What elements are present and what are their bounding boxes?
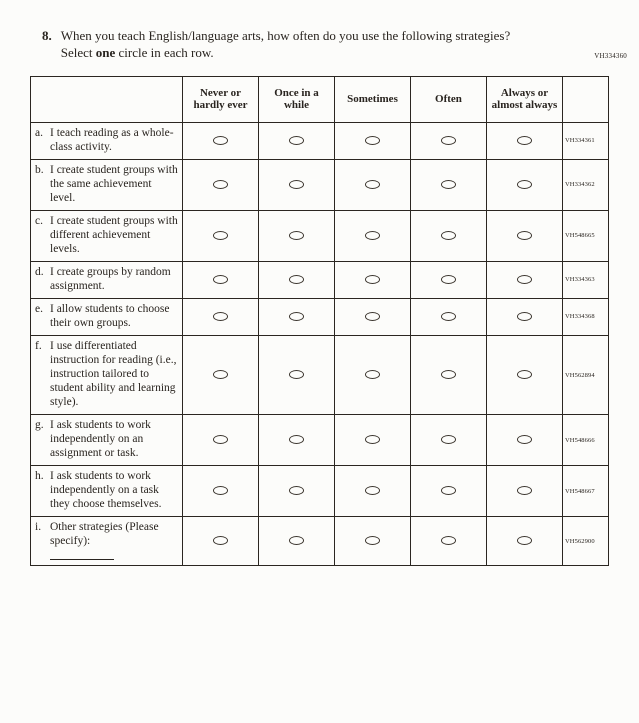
row-letter: c. [35, 214, 43, 227]
question-block [42, 28, 512, 62]
answer-bubble-icon[interactable] [441, 435, 456, 444]
answer-bubble-icon[interactable] [365, 136, 380, 145]
row-code: VH548667 [563, 466, 609, 517]
row-text: Other strategies (Please specify): [50, 521, 159, 548]
answer-cell-never[interactable] [183, 210, 259, 261]
answer-bubble-icon[interactable] [441, 180, 456, 189]
answer-bubble-icon[interactable] [441, 136, 456, 145]
row-statement [31, 298, 183, 335]
answer-bubble-icon[interactable] [441, 486, 456, 495]
header-once-in-a-while: Once in a while [259, 76, 335, 122]
answer-cell-sometimes[interactable] [335, 298, 411, 335]
answer-cell-often[interactable] [411, 261, 487, 298]
answer-cell-sometimes[interactable] [335, 261, 411, 298]
row-letter: h. [35, 470, 44, 483]
answer-bubble-icon[interactable] [517, 370, 532, 379]
row-code: VH548665 [563, 210, 609, 261]
answer-cell-never[interactable] [183, 159, 259, 210]
answer-bubble-icon[interactable] [365, 231, 380, 240]
answer-bubble-icon[interactable] [517, 312, 532, 321]
answer-cell-never[interactable] [183, 517, 259, 566]
row-code: VH334362 [563, 159, 609, 210]
header-often: Often [411, 76, 487, 122]
row-code: VH334363 [563, 261, 609, 298]
answer-cell-once[interactable] [259, 415, 335, 466]
answer-cell-always[interactable] [487, 298, 563, 335]
answer-cell-always[interactable] [487, 122, 563, 159]
answer-cell-often[interactable] [411, 210, 487, 261]
answer-cell-always[interactable] [487, 466, 563, 517]
answer-bubble-icon[interactable] [213, 486, 228, 495]
row-statement [31, 122, 183, 159]
answer-bubble-icon[interactable] [289, 486, 304, 495]
answer-bubble-icon[interactable] [213, 180, 228, 189]
answer-cell-never[interactable] [183, 466, 259, 517]
answer-bubble-icon[interactable] [365, 435, 380, 444]
answer-cell-never[interactable] [183, 261, 259, 298]
table-row-a [31, 122, 609, 159]
answer-bubble-icon[interactable] [213, 275, 228, 284]
row-code: VH334368 [563, 298, 609, 335]
row-letter: f. [35, 339, 42, 352]
answer-bubble-icon[interactable] [213, 136, 228, 145]
row-letter: e. [35, 302, 43, 315]
answer-cell-never[interactable] [183, 122, 259, 159]
row-text: I ask students to work independently on a task they choose themselves. [50, 470, 162, 511]
row-letter: d. [35, 265, 44, 278]
question-bold-word: one [95, 44, 116, 60]
answer-cell-always[interactable] [487, 210, 563, 261]
header-code-cell [563, 76, 609, 122]
table-row-h [31, 466, 609, 517]
table-row-b [31, 159, 609, 210]
answer-cell-sometimes[interactable] [335, 122, 411, 159]
row-letter: b. [35, 163, 44, 176]
row-letter: i. [35, 521, 42, 534]
row-text: I ask students to work independently on an assignment or task. [50, 419, 151, 460]
header-sometimes: Sometimes [335, 76, 411, 122]
answer-cell-once[interactable] [259, 298, 335, 335]
row-statement [31, 466, 183, 517]
answer-bubble-icon[interactable] [289, 231, 304, 240]
answer-bubble-icon[interactable] [289, 180, 304, 189]
row-code: VH548666 [563, 415, 609, 466]
header-stub-cell [31, 76, 183, 122]
answer-bubble-icon[interactable] [365, 275, 380, 284]
answer-bubble-icon[interactable] [213, 312, 228, 321]
survey-table [30, 76, 609, 566]
answer-bubble-icon[interactable] [441, 370, 456, 379]
row-statement [31, 210, 183, 261]
answer-cell-always[interactable] [487, 517, 563, 566]
answer-cell-often[interactable] [411, 517, 487, 566]
row-statement [31, 261, 183, 298]
answer-cell-never[interactable] [183, 298, 259, 335]
answer-cell-sometimes[interactable] [335, 335, 411, 414]
answer-cell-once[interactable] [259, 122, 335, 159]
answer-bubble-icon[interactable] [289, 312, 304, 321]
answer-bubble-icon[interactable] [365, 370, 380, 379]
row-statement [31, 335, 183, 414]
table-row-i [31, 517, 609, 566]
question-text-part2: circle in each row. [115, 44, 214, 60]
answer-bubble-icon[interactable] [517, 231, 532, 240]
answer-bubble-icon[interactable] [517, 136, 532, 145]
answer-bubble-icon[interactable] [213, 536, 228, 545]
answer-cell-never[interactable] [183, 335, 259, 414]
row-statement [31, 159, 183, 210]
answer-cell-never[interactable] [183, 415, 259, 466]
row-code: VH334361 [563, 122, 609, 159]
row-text: I create student groups with different achievement levels. [50, 214, 178, 255]
row-code: VH562894 [563, 335, 609, 414]
answer-bubble-icon[interactable] [289, 136, 304, 145]
answer-cell-sometimes[interactable] [335, 159, 411, 210]
row-letter: g. [35, 419, 44, 432]
answer-cell-always[interactable] [487, 335, 563, 414]
answer-bubble-icon[interactable] [441, 312, 456, 321]
answer-cell-sometimes[interactable] [335, 210, 411, 261]
answer-cell-sometimes[interactable] [335, 517, 411, 566]
answer-cell-always[interactable] [487, 159, 563, 210]
answer-bubble-icon[interactable] [441, 536, 456, 545]
answer-bubble-icon[interactable] [365, 312, 380, 321]
answer-cell-often[interactable] [411, 159, 487, 210]
answer-cell-always[interactable] [487, 261, 563, 298]
answer-bubble-icon[interactable] [517, 275, 532, 284]
answer-bubble-icon[interactable] [289, 275, 304, 284]
answer-cell-once[interactable] [259, 210, 335, 261]
answer-cell-sometimes[interactable] [335, 415, 411, 466]
answer-bubble-icon[interactable] [289, 536, 304, 545]
answer-bubble-icon[interactable] [289, 435, 304, 444]
question-text [61, 28, 512, 62]
answer-cell-often[interactable] [411, 466, 487, 517]
table-row-f [31, 335, 609, 414]
answer-bubble-icon[interactable] [517, 180, 532, 189]
header-never: Never or hardly ever [183, 76, 259, 122]
answer-cell-often[interactable] [411, 298, 487, 335]
answer-bubble-icon[interactable] [441, 275, 456, 284]
answer-cell-once[interactable] [259, 466, 335, 517]
form-code-top: VH334360 [594, 52, 627, 60]
question-number: 8. [42, 28, 52, 43]
row-letter: a. [35, 126, 43, 139]
row-statement [31, 517, 183, 566]
row-text: I create groups by random assignment. [50, 265, 171, 292]
answer-bubble-icon[interactable] [213, 435, 228, 444]
row-text: I teach reading as a whole-class activity. [50, 126, 174, 153]
row-text: I use differentiated instruction for reading (i.e., instruction tailored to student ability and learning style). [50, 339, 177, 409]
answer-cell-always[interactable] [487, 415, 563, 466]
answer-bubble-icon[interactable] [441, 231, 456, 240]
answer-cell-often[interactable] [411, 122, 487, 159]
answer-cell-once[interactable] [259, 517, 335, 566]
answer-cell-often[interactable] [411, 335, 487, 414]
header-always: Always or almost always [487, 76, 563, 122]
table-row-d [31, 261, 609, 298]
answer-cell-sometimes[interactable] [335, 466, 411, 517]
table-row-e [31, 298, 609, 335]
row-code: VH562900 [563, 517, 609, 566]
answer-bubble-icon[interactable] [213, 370, 228, 379]
answer-bubble-icon[interactable] [213, 231, 228, 240]
answer-bubble-icon[interactable] [365, 486, 380, 495]
answer-cell-once[interactable] [259, 159, 335, 210]
table-row-g [31, 415, 609, 466]
answer-bubble-icon[interactable] [517, 536, 532, 545]
answer-cell-once[interactable] [259, 261, 335, 298]
answer-bubble-icon[interactable] [365, 180, 380, 189]
answer-bubble-icon[interactable] [517, 435, 532, 444]
row-text: I allow students to choose their own groups. [50, 302, 170, 329]
answer-bubble-icon[interactable] [365, 536, 380, 545]
please-specify-blank[interactable] [50, 549, 114, 560]
table-row-c [31, 210, 609, 261]
answer-bubble-icon[interactable] [289, 370, 304, 379]
header-row [31, 76, 609, 122]
row-text: I create student groups with the same achievement level. [50, 163, 178, 204]
answer-cell-once[interactable] [259, 335, 335, 414]
row-statement [31, 415, 183, 466]
answer-bubble-icon[interactable] [517, 486, 532, 495]
question-text-part1: When you teach English/language arts, how often do you use the following strategies? Select [60, 28, 511, 60]
answer-cell-often[interactable] [411, 415, 487, 466]
